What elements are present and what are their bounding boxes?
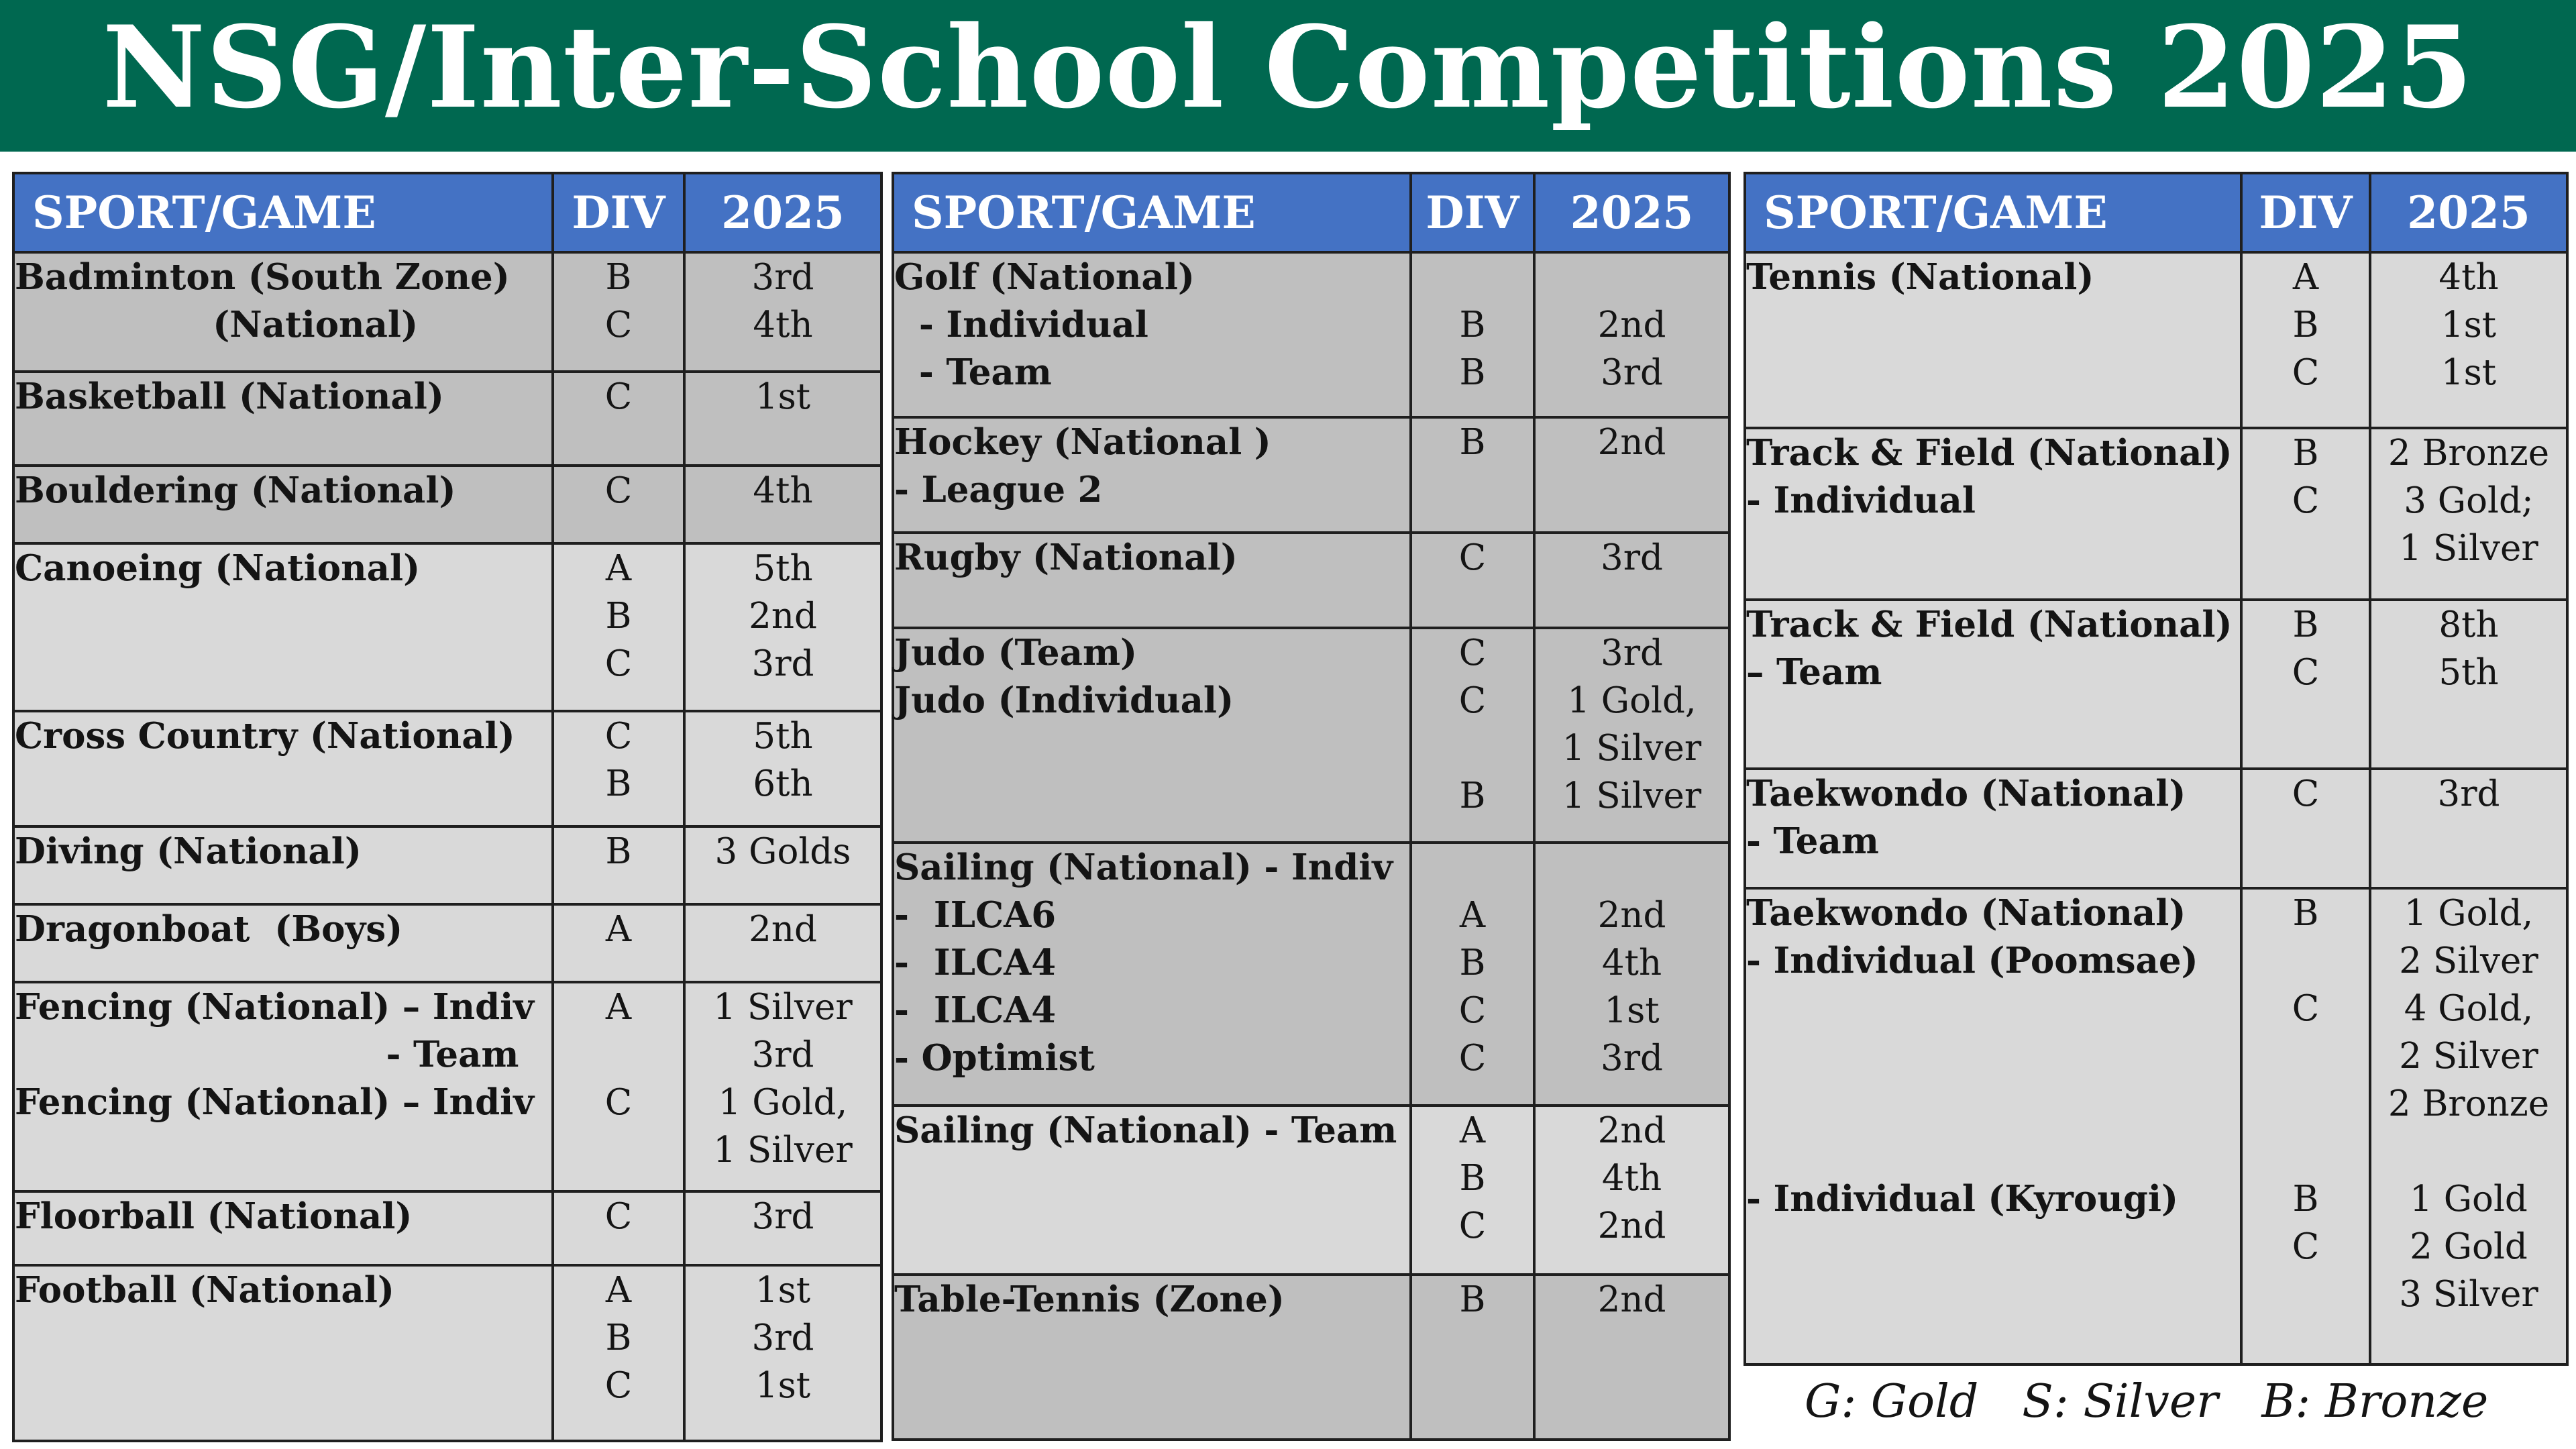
division-cell: [1411, 843, 1534, 1106]
result-cell: [2370, 252, 2567, 428]
sport-cell: [13, 372, 553, 466]
division-cell-line: A: [605, 548, 632, 589]
result-cell-line: 3rd: [1601, 1038, 1663, 1079]
division-cell-line: [1412, 254, 1533, 301]
sport-cell-line: - Team: [15, 1034, 519, 1075]
table-row: [13, 252, 881, 372]
results-table-middle: [892, 172, 1731, 1441]
table-row: [1745, 769, 2567, 888]
result-cell-line: 3rd: [1601, 537, 1663, 578]
table-row: [1745, 600, 2567, 769]
sport-cell-line: Rugby (National): [894, 537, 1238, 578]
sport-cell-line: - Team: [894, 352, 1052, 393]
sport-cell-line: [1746, 1080, 2240, 1128]
sport-cell-line: Floorball (National): [15, 1195, 413, 1237]
result-cell-line: 3 Golds: [714, 831, 851, 872]
result-cell-line: 5th: [2438, 652, 2499, 693]
result-cell-line: 4th: [753, 305, 813, 345]
sport-cell-line: Golf (National): [894, 256, 1195, 298]
result-cell-line: 3rd: [2437, 773, 2500, 814]
result-cell: [684, 904, 881, 982]
division-cell: [553, 982, 684, 1191]
result-cell-line: 2nd: [1597, 1205, 1666, 1246]
division-cell: [553, 904, 684, 982]
sport-cell-line: [15, 1126, 551, 1174]
result-cell-line: 1 Gold: [2410, 1179, 2528, 1220]
sport-cell: [13, 826, 553, 904]
division-cell-line: C: [604, 1196, 633, 1237]
sport-cell-line: Canoeing (National): [15, 547, 421, 589]
division-cell-line: [2243, 1080, 2369, 1128]
division-cell-line: C: [604, 643, 633, 684]
result-cell: [1534, 252, 1729, 417]
sport-cell-line: Cross Country (National): [15, 715, 515, 757]
division-cell-line: B: [605, 763, 632, 804]
division-cell: [1411, 417, 1534, 533]
page-title: NSG/Inter-School Competitions 2025: [0, 0, 2576, 152]
result-cell: [1534, 843, 1729, 1106]
table-row: [1745, 252, 2567, 428]
division-cell-line: B: [1459, 943, 1486, 983]
table-row: [13, 543, 881, 711]
sport-cell: [13, 543, 553, 711]
result-cell-line: 2nd: [1597, 422, 1666, 463]
sport-cell-line: Badminton (South Zone): [15, 256, 510, 298]
sport-cell-line: [1746, 1032, 2240, 1080]
year-column-header: 2025: [2370, 173, 2567, 252]
result-cell-line: [1536, 844, 1728, 892]
result-cell-line: 4th: [1601, 943, 1662, 983]
division-cell-line: A: [605, 909, 632, 950]
division-cell-line: C: [604, 1082, 633, 1123]
result-cell: [2370, 888, 2567, 1364]
result-cell-line: 1 Gold,: [2404, 893, 2534, 934]
result-cell-line: 3rd: [1601, 633, 1663, 674]
result-cell-line: 2 Bronze: [2387, 433, 2550, 474]
result-cell-line: 3 Silver: [2399, 1274, 2538, 1315]
sport-cell: [1745, 769, 2241, 888]
result-cell-line: 5th: [753, 716, 813, 757]
result-cell-line: 1st: [2440, 352, 2497, 393]
div-column-header: DIV: [1411, 173, 1534, 252]
division-cell-line: C: [1458, 633, 1487, 674]
sport-cell-line: Table-Tennis (Zone): [894, 1279, 1285, 1320]
sport-cell-line: - Optimist: [894, 1037, 1095, 1079]
sport-cell-line: Taekwondo (National): [1746, 892, 2186, 934]
result-cell: [1534, 628, 1729, 843]
table-row: [13, 466, 881, 543]
result-cell-line: 3rd: [751, 257, 814, 298]
sport-column-header: SPORT/GAME: [893, 173, 1411, 252]
result-cell: [684, 466, 881, 543]
sport-cell-line: - ILCA4: [894, 989, 1057, 1031]
result-cell: [1534, 1106, 1729, 1275]
division-cell-line: B: [1459, 422, 1486, 463]
result-cell-line: 2nd: [749, 596, 817, 637]
result-cell-line: 3rd: [751, 643, 814, 684]
result-cell: [684, 372, 881, 466]
division-cell-line: B: [2292, 305, 2319, 345]
division-cell-line: C: [604, 1365, 633, 1406]
result-cell-line: 2 Gold: [2410, 1226, 2528, 1267]
sport-cell: [13, 904, 553, 982]
result-cell-line: 3 Gold;: [2404, 480, 2534, 521]
sport-cell-line: Bouldering (National): [15, 470, 456, 511]
result-cell: [1534, 533, 1729, 628]
division-cell: [1411, 252, 1534, 417]
division-cell: [1411, 1275, 1534, 1440]
division-cell: [553, 466, 684, 543]
result-cell: [2370, 600, 2567, 769]
result-cell-line: 2 Bronze: [2387, 1083, 2550, 1124]
division-cell-line: B: [2292, 1179, 2319, 1220]
division-cell-line: A: [1459, 895, 1486, 936]
sport-cell: [893, 628, 1411, 843]
division-cell-line: [554, 1031, 683, 1079]
sport-cell-line: [1746, 1271, 2240, 1318]
division-cell-line: C: [1458, 1038, 1487, 1079]
sport-cell-line: Sailing (National) - Indiv: [894, 847, 1393, 888]
division-cell-line: A: [1459, 1110, 1486, 1151]
sport-cell-line: - Team: [1746, 820, 1879, 862]
result-cell-line: [1536, 254, 1728, 301]
result-cell-line: 2nd: [749, 909, 817, 950]
division-cell: [2241, 769, 2370, 888]
result-cell-line: 1st: [2440, 305, 2497, 345]
result-cell: [684, 1191, 881, 1265]
division-cell-line: B: [1459, 352, 1486, 393]
year-column-header: 2025: [684, 173, 881, 252]
result-cell-line: 8th: [2438, 604, 2499, 645]
table-row: [13, 711, 881, 826]
result-cell-line: 4th: [2438, 257, 2499, 298]
division-cell-line: [2243, 1271, 2369, 1318]
result-cell-line: 6th: [753, 763, 813, 804]
division-cell: [553, 252, 684, 372]
result-cell-line: 3rd: [1601, 352, 1663, 393]
sport-cell: [893, 1106, 1411, 1275]
division-cell-line: B: [1459, 305, 1486, 345]
table-row: [13, 1265, 881, 1441]
sport-cell-line: Judo (Team): [894, 632, 1138, 674]
sport-cell-line: Fencing (National) – Indiv: [15, 1081, 535, 1123]
division-cell-line: B: [605, 1318, 632, 1358]
division-cell-line: C: [2292, 352, 2320, 393]
result-cell-line: 4 Gold,: [2404, 988, 2534, 1029]
result-cell-line: 4th: [753, 470, 813, 511]
sport-cell-line: [894, 724, 1409, 772]
sport-cell-line: Hockey (National ): [894, 421, 1271, 463]
table-row: [13, 982, 881, 1191]
result-cell: [2370, 769, 2567, 888]
sport-cell-line: [1746, 1128, 2240, 1175]
table-row: [893, 1106, 1729, 1275]
sport-cell-line: Judo (Individual): [894, 680, 1234, 721]
sport-cell-line: Track & Field (National): [1746, 432, 2233, 474]
division-cell-line: [2243, 937, 2369, 985]
result-cell-line: 1st: [755, 1365, 811, 1406]
table-row: [13, 372, 881, 466]
sport-cell-line: Taekwondo (National): [1746, 773, 2186, 814]
division-cell-line: [1412, 724, 1533, 772]
sport-cell-line: Dragonboat (Boys): [15, 908, 403, 950]
division-cell-line: C: [604, 716, 633, 757]
division-cell-line: C: [2292, 773, 2320, 814]
division-cell-line: C: [604, 376, 633, 417]
result-cell-line: 1 Gold,: [718, 1082, 848, 1123]
division-cell-line: C: [2292, 988, 2320, 1029]
division-cell-line: C: [604, 305, 633, 345]
medal-legend: G: Gold S: Silver B: Bronze: [1805, 1375, 2489, 1428]
division-cell: [1411, 1106, 1534, 1275]
division-cell: [553, 711, 684, 826]
table-row: [1745, 888, 2567, 1364]
sport-cell: [1745, 600, 2241, 769]
division-cell-line: B: [2292, 893, 2319, 934]
division-cell-line: A: [2292, 257, 2319, 298]
division-cell-line: [554, 1126, 683, 1174]
division-cell: [553, 1265, 684, 1441]
sport-cell-line: [894, 772, 1409, 820]
division-cell: [553, 543, 684, 711]
division-cell: [2241, 600, 2370, 769]
sport-cell: [13, 1191, 553, 1265]
sport-cell: [13, 1265, 553, 1441]
result-cell: [684, 1265, 881, 1441]
sport-cell: [893, 843, 1411, 1106]
result-cell-line: 2 Silver: [2399, 1036, 2538, 1077]
division-cell: [1411, 628, 1534, 843]
sport-cell-line: - ILCA6: [894, 894, 1057, 936]
sport-cell: [893, 252, 1411, 417]
table-row: [13, 904, 881, 982]
sport-cell-line: Sailing (National) - Team: [894, 1110, 1397, 1151]
result-cell-line: 3rd: [751, 1318, 814, 1358]
sport-cell: [1745, 428, 2241, 600]
table-row: [893, 1275, 1729, 1440]
division-cell-line: C: [1458, 537, 1487, 578]
division-cell: [553, 372, 684, 466]
sport-cell: [1745, 888, 2241, 1364]
division-cell-line: C: [1458, 1205, 1487, 1246]
sport-column-header: SPORT/GAME: [13, 173, 553, 252]
division-cell: [553, 826, 684, 904]
result-cell: [684, 252, 881, 372]
division-cell-line: B: [605, 596, 632, 637]
result-cell-line: 1 Silver: [713, 1130, 853, 1171]
table-row: [893, 252, 1729, 417]
result-cell-line: 2nd: [1597, 1279, 1666, 1320]
table-row: [893, 843, 1729, 1106]
result-cell-line: 1st: [755, 376, 811, 417]
result-cell-line: 1 Silver: [2399, 528, 2538, 569]
sport-cell-line: Tennis (National): [1746, 256, 2094, 298]
result-cell: [1534, 417, 1729, 533]
result-cell-line: 1 Silver: [713, 987, 853, 1028]
sport-cell-line: Basketball (National): [15, 376, 444, 417]
division-cell-line: A: [605, 1270, 632, 1311]
division-cell-line: C: [1458, 990, 1487, 1031]
division-cell-line: B: [2292, 433, 2319, 474]
division-cell-line: B: [1459, 775, 1486, 816]
sport-cell: [13, 982, 553, 1191]
division-cell-line: C: [2292, 652, 2320, 693]
division-cell-line: C: [1458, 680, 1487, 721]
division-cell-line: [2243, 1032, 2369, 1080]
division-cell-line: [2243, 1128, 2369, 1175]
sport-cell-line: Fencing (National) – Indiv: [15, 986, 535, 1028]
result-cell: [1534, 1275, 1729, 1440]
division-cell: [1411, 533, 1534, 628]
table-row: [13, 826, 881, 904]
division-cell-line: B: [1459, 1279, 1486, 1320]
year-column-header: 2025: [1534, 173, 1729, 252]
sport-cell-line: Track & Field (National): [1746, 604, 2233, 645]
division-cell-line: [2243, 525, 2369, 572]
division-cell-line: C: [604, 470, 633, 511]
result-cell-line: 1 Silver: [1562, 775, 1702, 816]
div-column-header: DIV: [2241, 173, 2370, 252]
sport-cell-line: - League 2: [894, 469, 1103, 511]
result-cell-line: 3rd: [751, 1034, 814, 1075]
result-cell-line: 2nd: [1597, 1110, 1666, 1151]
results-table-left: [12, 172, 883, 1442]
result-cell-line: 2nd: [1597, 305, 1666, 345]
sport-cell-line: Diving (National): [15, 830, 362, 872]
result-cell-line: 1 Gold,: [1567, 680, 1697, 721]
sport-cell-line: [1746, 985, 2240, 1032]
division-cell-line: A: [605, 987, 632, 1028]
sport-cell-line: - Individual (Poomsae): [1746, 940, 2198, 981]
results-table-right: [1743, 172, 2569, 1366]
division-cell-line: B: [1459, 1158, 1486, 1199]
result-cell-line: 1st: [1604, 990, 1660, 1031]
result-cell: [684, 543, 881, 711]
table-row: [893, 417, 1729, 533]
division-cell-line: C: [2292, 1226, 2320, 1267]
sport-cell-line: [1746, 1223, 2240, 1271]
sport-cell: [13, 252, 553, 372]
division-cell-line: B: [605, 257, 632, 298]
table-row: [893, 533, 1729, 628]
sport-cell-line: - Individual (Kyrougi): [1746, 1178, 2179, 1220]
sport-cell: [893, 1275, 1411, 1440]
sport-cell-line: – Team: [1746, 651, 1882, 693]
sport-cell: [1745, 252, 2241, 428]
division-cell: [553, 1191, 684, 1265]
sport-cell: [13, 466, 553, 543]
sport-cell: [893, 533, 1411, 628]
result-cell: [2370, 428, 2567, 600]
sport-cell-line: - Individual: [894, 304, 1148, 345]
table-row: [893, 628, 1729, 843]
table-row: [13, 1191, 881, 1265]
sport-column-header: SPORT/GAME: [1745, 173, 2241, 252]
sport-cell-line: - ILCA4: [894, 942, 1057, 983]
sport-cell-line: Football (National): [15, 1269, 394, 1311]
table-row: [1745, 428, 2567, 600]
division-cell-line: B: [2292, 604, 2319, 645]
division-cell-line: B: [605, 831, 632, 872]
division-cell-line: [1412, 844, 1533, 892]
sport-cell-line: (National): [15, 304, 419, 345]
division-cell-line: C: [2292, 480, 2320, 521]
division-cell: [2241, 428, 2370, 600]
result-cell-line: 1st: [755, 1270, 811, 1311]
sport-cell-line: - Individual: [1746, 480, 1976, 521]
result-cell-line: 2 Silver: [2399, 941, 2538, 981]
division-cell: [2241, 252, 2370, 428]
result-cell-line: 2nd: [1597, 895, 1666, 936]
sport-cell: [13, 711, 553, 826]
result-cell-line: 4th: [1601, 1158, 1662, 1199]
result-cell: [684, 982, 881, 1191]
div-column-header: DIV: [553, 173, 684, 252]
sport-cell: [893, 417, 1411, 533]
result-cell: [684, 711, 881, 826]
result-cell-line: [2371, 1128, 2566, 1175]
result-cell-line: 3rd: [751, 1196, 814, 1237]
result-cell: [684, 826, 881, 904]
result-cell-line: 5th: [753, 548, 813, 589]
division-cell: [2241, 888, 2370, 1364]
result-cell-line: 1 Silver: [1562, 728, 1702, 769]
